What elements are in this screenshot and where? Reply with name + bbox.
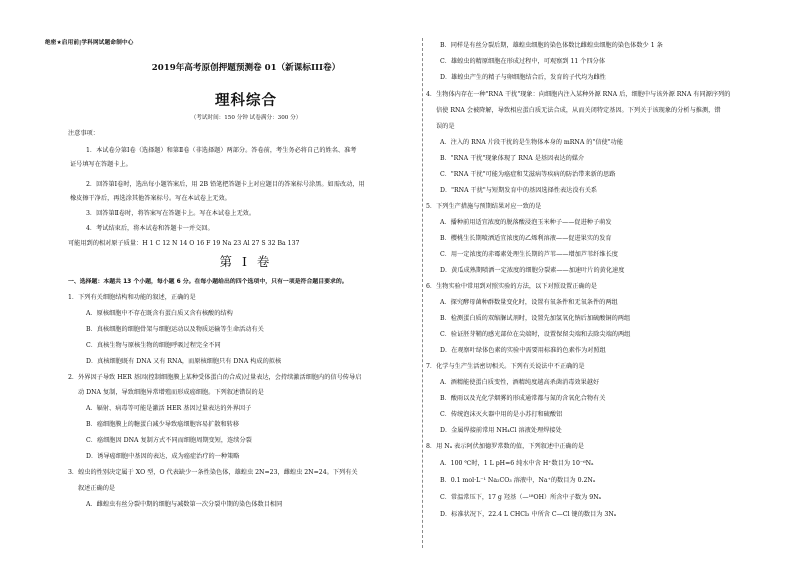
question-stem: 8．用 Nₐ 表示阿伏加德罗常数的值，下列叙述中正确的是 [426,443,584,450]
left-column [45,0,422,562]
atomic-masses: 可能用到的相对原子质量：H 1 C 12 N 14 O 16 F 19 Na 23 Al 27 S 32 Ba 137 [68,240,300,247]
exam-title: 2019年高考原创押题预测卷 01（新课标III卷） [151,63,341,73]
option-c: C．用一定浓度的赤霉素处理生长期的芦苇——增加芦苇纤维长度 [440,251,618,258]
notice-line: 橡皮擦干净后，再选涂其他答案标号。写在本试卷上无效。 [70,195,231,202]
question-stem: 3．蝗虫的性别决定属于 XO 型，O 代表缺少一条性染色体，雄蝗虫 2N=23，雌蝗虫 2N=24。下列有关 [68,469,358,476]
option-c: C．雄蝗虫的精原细胞在形成过程中，可观察到 11 个四分体 [440,58,606,65]
notice-title: 注意事项： [68,130,99,137]
secret-mark: 绝密★启用前|学科网试题命制中心 [45,40,134,46]
question-stem: 动 DNA 复制，导致细胞异常增殖而形成癌细胞。下列叙述错误的是 [78,389,264,396]
question-stem: 误的是 [436,123,455,130]
option-d: D．黄瓜成熟期喷洒一定浓度的细胞分裂素——加速叶片的黄化速度 [440,267,625,274]
roll-title: 第 Ⅰ 卷 [219,254,273,269]
question-stem: 4．生物体内存在一种"RNA 干扰"现象：向细胞内注入某种外源 RNA 后，细胞中与该外源 RNA 有同源序列的 [426,91,731,98]
option-c: C．癌细胞因 DNA 复制方式不同而细胞周期变短，连续分裂 [86,437,252,444]
option-d: D．"RNA 干扰"与短期发育中的基因选择性表达没有关系 [440,187,598,194]
notice-line: 证号填写在答题卡上。 [70,161,132,168]
option-a: A．雌蝗虫有丝分裂中期的细胞与减数第一次分裂中期的染色体数目相同 [86,501,283,508]
option-b: B．真核细胞的细胞骨架与细胞运动以及物质运输等生命活动有关 [86,326,264,333]
question-stem: 6．生物实验中常用到对照实验的方法，以下对照设置正确的是 [426,283,597,290]
option-d: D．真核细胞既有 DNA 又有 RNA，而原核细胞只有 DNA 构成的拟核 [86,358,282,365]
option-b: B．"RNA 干扰"现象体现了 RNA 是基因表达的媒介 [440,155,585,162]
option-b: B．0.1 mol·L⁻¹ Na₂CO₃ 溶液中，Na⁺的数目为 0.2Nₐ [440,477,596,484]
option-c: C．验证胚芽鞘的感光部位在尖端时，设置保留尖端和去除尖端的两组 [440,331,631,338]
question-stem: 1．下列有关细胞结构和功能的叙述，正确的是 [68,294,196,301]
notice-line: 4．考试结束后，将本试卷和答题卡一并交回。 [86,225,214,232]
question-stem: 2．外界因子导致 HER 基因(控制细胞膜上某种受体蛋白的合成)过量表达，会持续激活细胞内的信号传导启 [68,374,362,381]
option-c: C．"RNA 干扰"可能为癌症和艾滋病等疾病的防治带来新的思路 [440,171,616,178]
option-a: A．探究酵母菌种群数量变化时，设置有氧条件和无氧条件的两组 [440,299,618,306]
option-b: B．检测蛋白质的双缩脲试剂时，设置先加氢氧化钠后加硫酸铜的两组 [440,315,631,322]
notice-line: 3．回答第Ⅱ卷时，将答案写在答题卡上。写在本试卷上无效。 [86,210,256,217]
option-c: C．真核生物与原核生物的细胞呼吸过程完全不同 [86,342,221,349]
subject-title: 理科综合 [215,93,277,109]
option-b: B．癌细胞膜上的糖蛋白减少导致癌细胞容易扩散和转移 [86,421,240,428]
option-c: C．常温常压下，17 g 羟基（—¹⁸OH）所含中子数为 9Nₐ [440,494,602,501]
option-b: B．樱桃生长期喷洒适宜浓度的乙烯利溶液——促进果实的发育 [440,235,612,242]
section-intro: 一、选择题：本题共 13 个小题，每小题 6 分。在每小题给出的四个选项中，只有一项是符合题目要求的。 [68,279,348,285]
option-d: D．在观察叶绿体色素的实验中需要用标准的色素作为对照组 [440,347,606,354]
option-b: B．酸雨以及光化学烟雾的形成通常都与氮的含氧化合物有关 [440,395,606,402]
option-d: D．标准状况下，22.4 L CHCl₃ 中所含 C—Cl 键的数目为 3Nₐ [440,511,617,518]
right-column [422,0,774,562]
question-stem: 5．下列生产措施与预期结果对应一致的是 [426,203,542,210]
option-a: A．辐射、病毒等可能是激活 HER 基因过量表达的外界因子 [86,405,252,412]
option-d: D．雄蝗虫产生的精子与卵细胞结合后，发育的子代均为雌性 [440,74,606,81]
option-a: A．播种前用适宜浓度的脱落酸浸泡玉米种子——促进种子萌发 [440,219,612,226]
notice-line: 2．回答第Ⅰ卷时，选出每小题答案后，用 2B 铅笔把答题卡上对应题目的答案标号涂黑。如需改动，用 [86,181,365,188]
option-c: C．传统泡沫灭火器中用的是小苏打和硫酸铝 [440,411,563,418]
notice-line: 1．本试卷分第Ⅰ卷（选择题）和第Ⅱ卷（非选择题）两部分。答卷前，考生务必将自己的姓名、准考 [86,147,357,154]
question-stem: 7．化学与生产生活密切相关。下列有关说法中不正确的是 [426,363,585,370]
option-a: A．原核细胞中不存在既含有蛋白质又含有核酸的结构 [86,310,233,317]
option-a: A．注入的 RNA 片段干扰的是生物体本身的 mRNA 的"信使"功能 [440,139,623,146]
exam-meta: （考试时间：150 分钟 试卷满分：300 分） [190,115,302,121]
question-stem: 叙述正确的是 [78,485,116,492]
question-stem: 信使 RNA 会被降解，导致相应蛋白质无法合成，从而关闭特定基因。下列关于该现象的分析与推测，错 [436,107,721,114]
option-d: D．诱导癌细胞中基因的表达，成为癌症治疗的一种策略 [86,453,240,460]
option-a: A．100 ℃时，1 L pH=6 纯水中含 H⁺数目为 10⁻⁶Nₐ [440,460,594,467]
option-d: D．金属焊接前常用 NH₄Cl 溶液处理焊接处 [440,427,562,434]
option-b: B．同样是有丝分裂后期，雄蝗虫细胞的染色体数比雌蝗虫细胞的染色体数少 1 条 [440,42,663,49]
option-a: A．酒精能使蛋白质变性，酒精纯度越高杀菌消毒效果越好 [440,379,600,386]
